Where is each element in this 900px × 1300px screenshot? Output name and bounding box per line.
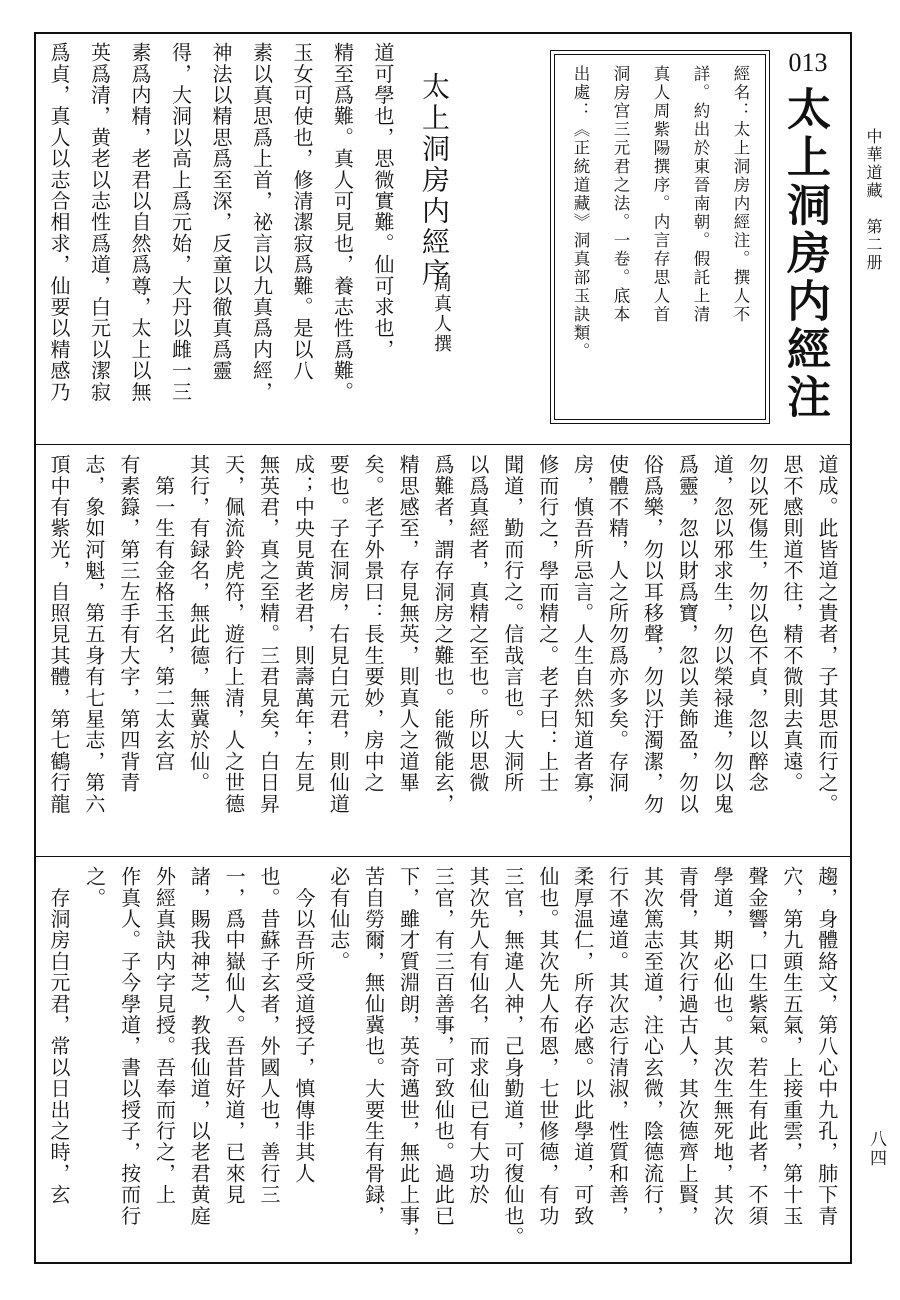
text-column: 一，爲中嶽仙人。吾昔好道，已來見 xyxy=(222,866,247,1206)
text-column: 道成。此皆道之貴者，子其思而行之。 xyxy=(814,454,839,815)
text-column: 素以真思爲上首，祕言以九真爲内經， xyxy=(249,42,274,403)
text-column: 精思感至，存見無英，則真人之道畢 xyxy=(396,454,421,794)
text-column: 真人周紫陽撰序。内言存思人首 xyxy=(651,65,670,324)
text-column: 有素籙，第三左手有大字，第四背青 xyxy=(116,454,141,794)
text-column: 爲貞，真人以志合相求，仙要以精感乃 xyxy=(47,42,71,403)
text-column: 勿以死傷生，勿以色不貞，忽以醉念 xyxy=(745,454,770,794)
text-column: 詳。約出於東晉南朝。假託上清 xyxy=(691,65,710,324)
text-column: 爲靈，忽以財爲寶，忽以美飾盈，勿以 xyxy=(675,454,700,815)
preface-title: 太上洞房内經序 xyxy=(418,72,451,289)
text-column: 無英君，真之至精。三君見矣，白日昇 xyxy=(256,454,281,815)
text-column: 頂中有紫光，自照見其體，第七鶴行龍 xyxy=(47,454,71,815)
text-column: 聲金響，口生紫氣。若生有此者，不須 xyxy=(745,866,770,1227)
text-column: 柔厚温仁，所存必感。以此學道，可致 xyxy=(570,866,595,1227)
text-column: 必有仙志。 xyxy=(326,866,351,972)
text-column: 英爲清，黄老以志性爲道，白元以潔寂 xyxy=(87,42,112,403)
bottom-band xyxy=(36,860,850,1260)
text-column: 下，雖才質淵朗，英奇邁世，無此上事， xyxy=(396,866,421,1248)
bottom-columns xyxy=(42,866,844,1256)
entry-info-columns xyxy=(563,65,757,409)
text-column: 存洞房白元君，常以日出之時，玄 xyxy=(47,866,71,1206)
text-column: 玉女可使也，修清潔寂爲難。是以八 xyxy=(290,42,314,382)
text-column: 道，忽以邪求生，勿以榮禄進，勿以鬼 xyxy=(710,454,735,815)
page-frame xyxy=(34,32,852,1264)
text-column: 之。 xyxy=(82,866,107,909)
entry-title: 太上洞房内經注 xyxy=(779,86,830,422)
text-column: 出處：《正統道藏》洞真部玉訣類。 xyxy=(571,65,590,361)
preface-columns xyxy=(42,42,400,438)
text-column: 素爲内精，老君以自然爲尊，太上以無 xyxy=(128,42,152,403)
text-column: 諸，賜我神芝，教我仙道，以老君黄庭 xyxy=(187,866,212,1227)
text-column: 其次篤志至道，注心玄微，陰德流行， xyxy=(640,866,665,1227)
text-column: 趨，身體絡文，第八心中九孔，肺下青 xyxy=(814,866,839,1227)
text-column: 使體不精，人之所勿爲亦多矣。存洞 xyxy=(605,454,630,794)
text-column: 學道，期必仙也。其次生無死地，其次 xyxy=(710,866,735,1227)
entry-number: 013 xyxy=(788,48,828,77)
middle-columns xyxy=(42,454,844,852)
text-column: 經名：太上洞房内經注。撰人不 xyxy=(731,65,750,324)
text-column: 精至爲難。真人可見也，養志性爲難。 xyxy=(330,42,355,403)
text-column: 得，大洞以高上爲元始，大丹以雌一三 xyxy=(168,42,193,403)
text-column: 三官，無違人神，己身勤道，可復仙也。 xyxy=(501,866,526,1248)
text-column: 第一生有金格玉名，第二太玄宫 xyxy=(151,454,176,772)
text-column: 其次先人有仙名，而求仙已有大功於 xyxy=(466,866,491,1206)
text-column: 仙也。其次先人布恩，七世修德，有功 xyxy=(535,866,560,1227)
text-column: 思不感則道不往，精不微則去真遠。 xyxy=(780,454,805,794)
text-column: 三官，有三百善事，可致仙也。過此已 xyxy=(431,866,456,1227)
preface-author: 周真人撰 xyxy=(431,274,452,354)
text-column: 神法以精思爲至深，反童以徹真爲靈 xyxy=(209,42,233,382)
text-column: 爲難者，謂存洞房之難也。能微能玄， xyxy=(430,454,455,815)
divider-top xyxy=(36,444,850,445)
text-column: 青骨，其次行過古人，其次德齊上賢， xyxy=(675,866,700,1227)
text-column: 房，慎吾所忌言。人生自然知道者寡， xyxy=(570,454,595,815)
text-column: 穴，第九頭生五氣，上接重雲，第十玉 xyxy=(779,866,804,1227)
divider-bottom xyxy=(36,856,850,857)
text-column: 矣。老子外景曰：長生要妙，房中之 xyxy=(361,454,386,794)
page-number: 八四 xyxy=(866,1130,886,1168)
entry-info-box xyxy=(554,54,766,420)
text-column: 天，佩流鈴虎符，遊行上清，人之世德 xyxy=(221,454,246,815)
text-column: 洞房宫三元君之法。一卷。底本 xyxy=(611,65,630,324)
text-column: 道可學也，思微實難。仙可求也， xyxy=(371,42,395,360)
text-column: 修而行之，學而精之。老子曰：上士 xyxy=(535,454,560,794)
text-column: 聞道，勤而行之。信哉言也。大洞所 xyxy=(500,454,525,794)
text-column: 要也。子在洞房，右見白元君，則仙道 xyxy=(326,454,351,815)
text-column: 行不違道。其次志行清淑，性質和善， xyxy=(605,866,630,1227)
text-column: 作真人。子今學道，書以授子，按而行 xyxy=(117,866,142,1227)
text-column: 以爲真經者，真精之至也。所以思微 xyxy=(465,454,490,794)
text-column: 苦自勞爾，無仙冀也。大要生有骨録， xyxy=(361,866,386,1227)
text-column: 也。昔蘇子玄者，外國人也，善行三 xyxy=(257,866,282,1206)
middle-band xyxy=(36,448,850,856)
top-band xyxy=(36,34,850,444)
text-column: 志，象如河魁，第五身有七星志，第六 xyxy=(81,454,106,815)
collection-label: 中華道藏 第二册 xyxy=(864,128,883,272)
text-column: 外經真訣内字見授。吾奉而行之，上 xyxy=(152,866,177,1206)
text-column: 俗爲樂，勿以耳移聲，勿以汙濁潔，勿 xyxy=(640,454,665,815)
text-column: 今以吾所受道授子，慎傳非其人 xyxy=(291,866,316,1184)
text-column: 成；中央見黄老君，則壽萬年；左見 xyxy=(291,454,316,794)
text-column: 其行，有録名，無此德，無冀於仙。 xyxy=(186,454,211,794)
